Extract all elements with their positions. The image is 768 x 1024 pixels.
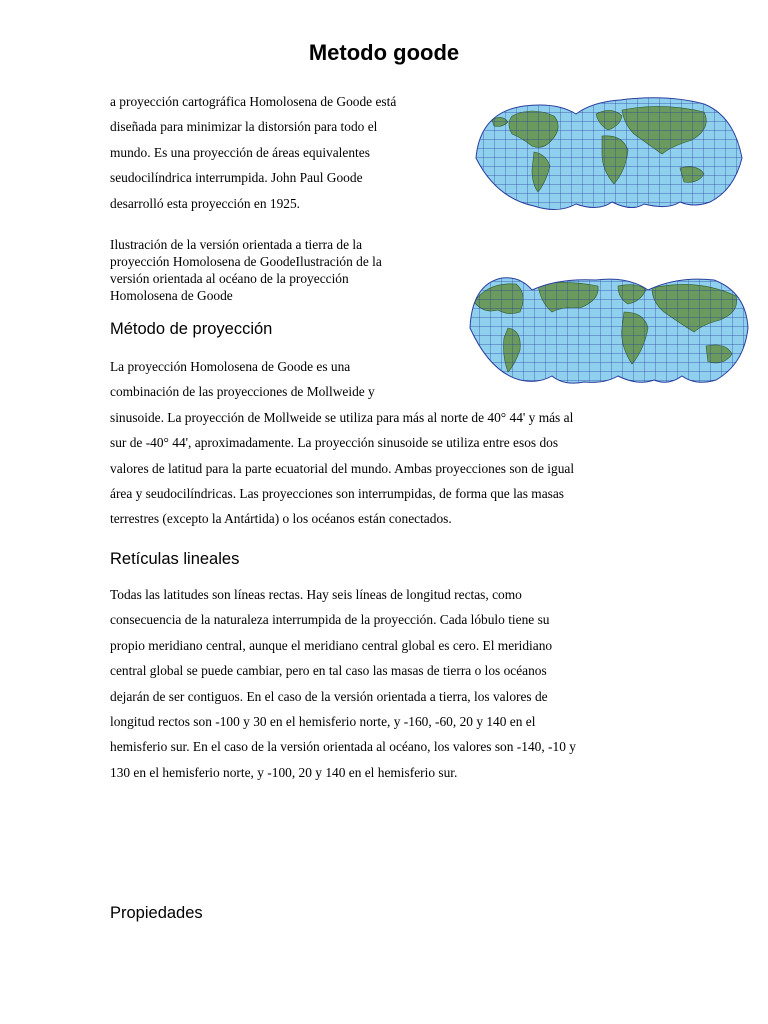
text-line: 130 en el hemisferio norte, y -100, 20 y 140 en el hemisferio sur. [110,764,458,780]
section-heading-propiedades: Propiedades [110,904,203,922]
text-line: combinación de las proyecciones de Mollweide y [110,384,375,400]
text-line: desarrolló esta proyección en 1925. [110,195,301,211]
text-line: propio meridiano central, aunque el meridiano central global es cero. El meridiano [110,637,553,653]
text-line: mundo. Es una proyección de áreas equivalentes [110,144,370,160]
text-line: consecuencia de la naturaleza interrumpida de la proyección. Cada lóbulo tiene su [110,612,550,628]
image-caption [110,236,440,304]
intro-paragraph [110,89,460,216]
text-line: valores de latitud para la parte ecuatorial del mundo. Ambas proyecciones son de igual [110,460,575,476]
page-title: Metodo goode [308,40,460,65]
text-line: hemisferio sur. En el caso de la versión orientada al océano, los valores son -140, -10 y [110,739,576,755]
caption-line: Ilustración de la versión orientada a tierra de la [110,237,363,252]
text-line: La proyección Homolosena de Goode es una [110,359,351,374]
text-line: dejarán de ser contiguos. En el caso de la versión orientada a tierra, los valores de [110,688,548,704]
text-line: central global se puede cambiar, pero en tal caso las masas de tierra o los océanos [110,663,547,679]
text-line: a proyección cartográfica Homolosena de Goode está [110,94,397,109]
caption-line: Homolosena de Goode [110,288,233,303]
goode-land-map-icon [472,94,748,216]
text-line: terrestres (excepto la Antártida) o los océanos están conectados. [110,511,452,527]
section-heading-metodo: Método de proyección [110,320,273,338]
text-line: longitud rectos son -100 y 30 en el hemisferio norte, y -160, -60, 20 y 140 en el [110,714,536,730]
text-line: diseñada para minimizar la distorsión para todo el [110,119,378,135]
caption-line: proyección Homolosena de GoodeIlustración de la [110,254,382,269]
section-paragraph-metodo [110,354,670,532]
section-heading-reticulas: Retículas lineales [110,550,240,568]
text-line: Todas las latitudes son líneas rectas. Hay seis líneas de longitud rectas, como [110,587,522,602]
text-line: sinusoide. La proyección de Mollweide se utiliza para más al norte de 40° 44' y más al [110,409,574,425]
text-line: seudocilíndrica interrumpida. John Paul Goode [110,170,363,186]
text-line: sur de -40° 44', aproximadamente. La proyección sinusoide se utiliza entre esos dos [110,435,559,451]
caption-line: versión orientada al océano de la proyección [110,271,349,286]
section-paragraph-reticulas [110,582,670,785]
text-line: área y seudocilíndricas. Las proyecciones son interrumpidas, de forma que las masas [110,486,565,502]
